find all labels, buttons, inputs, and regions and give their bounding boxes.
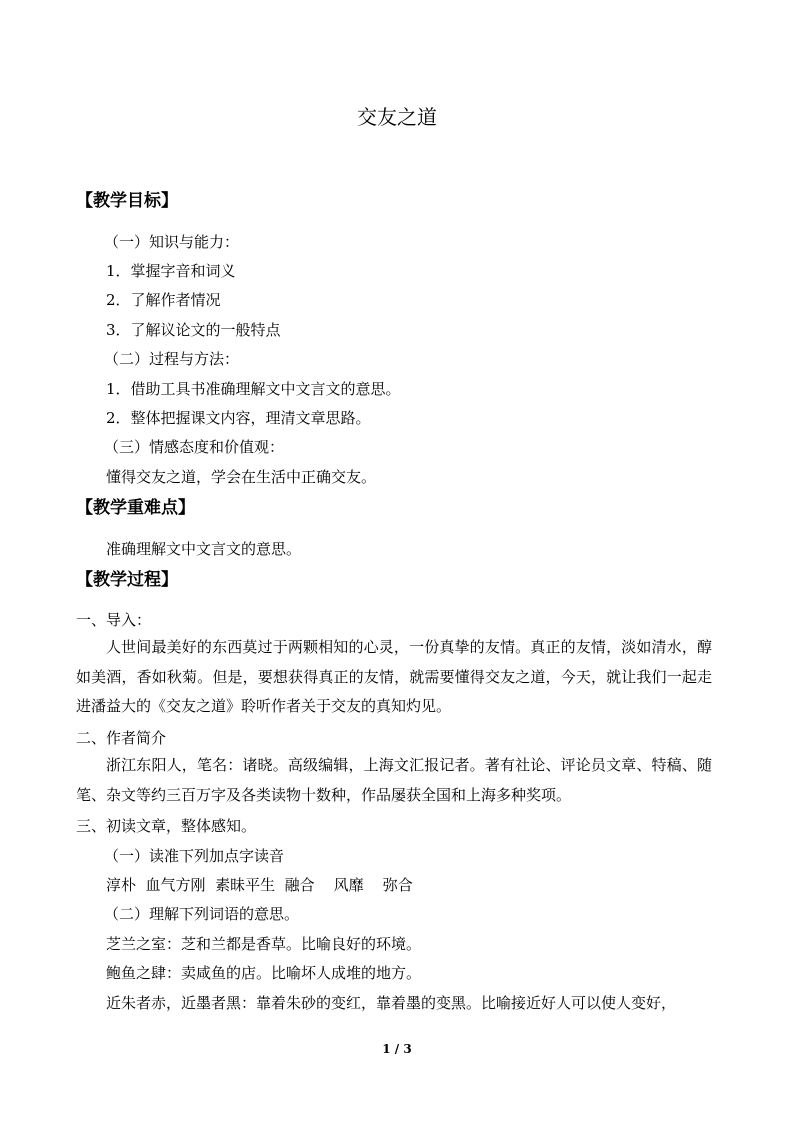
intro-heading: 一、导入： xyxy=(76,611,152,629)
knowledge-item: 1．掌握字音和词义 xyxy=(106,262,236,280)
process-method-item: 1．借助工具书准确理解文中文言文的意思。 xyxy=(106,380,401,398)
document-title: 交友之道 xyxy=(357,105,437,129)
objectives-heading: 【教学目标】 xyxy=(76,191,178,211)
process-heading: 【教学过程】 xyxy=(76,570,178,590)
intro-paragraph: 人世间最美好的东西莫过于两颗相知的心灵，一份真挚的友情。真正的友情，淡如清水，醇如美酒，香如秋菊。但是，要想获得真正的友情，就需要懂得交友之道，今天，就让我们一起走进潘益大的《交友之道》聆听作者关于交友的真知灼见。 xyxy=(76,638,712,715)
pronunciation-heading: （一）读准下列加点字读音 xyxy=(104,847,285,865)
process-method-heading: （二）过程与方法： xyxy=(104,350,240,368)
page-number: 1 / 3 xyxy=(382,1042,412,1056)
author-paragraph: 浙江东阳人，笔名：诸晓。高级编辑，上海文汇报记者。著有社论、评论员文章、特稿、随笔、杂文等约三百万字及各类读物十数种，作品屡获全国和上海多种奖项。 xyxy=(76,756,712,804)
vocabulary-item: 鲍鱼之肆：卖咸鱼的店。比喻坏人成堆的地方。 xyxy=(106,964,422,982)
knowledge-heading: （一）知识与能力： xyxy=(104,233,240,251)
author-heading: 二、作者简介 xyxy=(76,729,167,747)
vocabulary-heading: （二）理解下列词语的意思。 xyxy=(104,905,300,923)
reading-heading: 三、初读文章，整体感知。 xyxy=(76,817,257,835)
knowledge-item: 2．了解作者情况 xyxy=(106,291,221,309)
key-points-heading: 【教学重难点】 xyxy=(76,498,195,518)
emotion-heading: （三）情感态度和价值观： xyxy=(104,438,285,456)
key-points-text: 准确理解文中文言文的意思。 xyxy=(106,540,302,558)
emotion-text: 懂得交友之道，学会在生活中正确交友。 xyxy=(106,468,377,486)
vocabulary-item: 近朱者赤，近墨者黑：靠着朱砂的变红，靠着墨的变黑。比喻接近好人可以使人变好， xyxy=(106,994,677,1012)
process-method-item: 2．整体把握课文内容，理清文章思路。 xyxy=(106,409,371,427)
vocabulary-item: 芝兰之室：芝和兰都是香草。比喻良好的环境。 xyxy=(106,935,422,953)
pronunciation-words: 淳朴 血气方刚 素昧平生 融合 风靡 弥合 xyxy=(106,876,413,894)
knowledge-item: 3．了解议论文的一般特点 xyxy=(106,321,281,339)
